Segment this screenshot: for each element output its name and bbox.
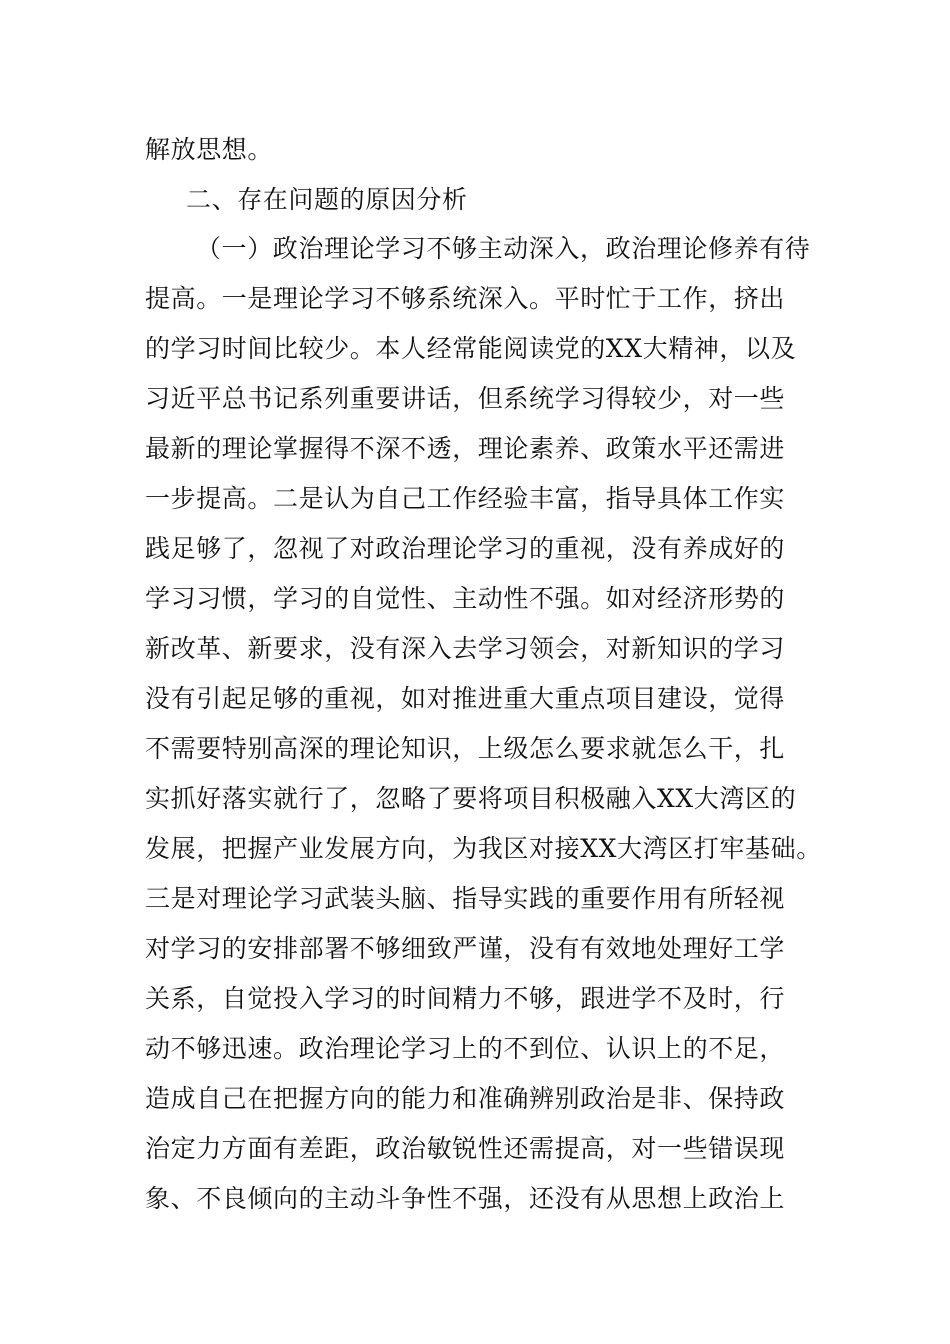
text-line: 学习习惯，学习的自觉性、主动性不强。如对经济形势的: [145, 584, 786, 613]
text-line: 三是对理论学习武装头脑、指导实践的重要作用有所轻视: [145, 884, 786, 913]
text-line: 造成自己在把握方向的能力和准确辨别政治是非、保持政: [145, 1084, 786, 1113]
text-line: 提高。一是理论学习不够系统深入。平时忙于工作，挤出: [145, 284, 786, 313]
text-line: 象、不良倾向的主动斗争性不强，还没有从思想上政治上: [145, 1184, 786, 1213]
text-line: 关系，自觉投入学习的时间精力不够，跟进学不及时，行: [145, 984, 786, 1013]
text-line: 发展，把握产业发展方向，为我区对接XX大湾区打牢基础。: [145, 834, 822, 863]
subsection-heading-line: （一）政治理论学习不够主动深入，政治理论修养有待: [196, 234, 811, 263]
text-line: 治定力方面有差距，政治敏锐性还需提高，对一些错误现: [145, 1134, 786, 1163]
text-line: 没有引起足够的重视，如对推进重大重点项目建设，觉得: [145, 684, 786, 713]
text-line: 最新的理论掌握得不深不透，理论素养、政策水平还需进: [145, 434, 786, 463]
text-line: 践足够了，忽视了对政治理论学习的重视，没有养成好的: [145, 534, 786, 563]
text-line: 不需要特别高深的理论知识，上级怎么要求就怎么干，扎: [145, 734, 786, 763]
section-heading: 二、存在问题的原因分析: [186, 185, 468, 214]
text-line: 一步提高。二是认为自己工作经验丰富，指导具体工作实: [145, 484, 786, 513]
text-line: 动不够迅速。政治理论学习上的不到位、认识上的不足，: [145, 1034, 786, 1063]
text-line: 新改革、新要求，没有深入去学习领会，对新知识的学习: [145, 634, 786, 663]
text-line: 实抓好落实就行了，忽略了要将项目积极融入XX大湾区的: [145, 784, 797, 813]
text-line: 习近平总书记系列重要讲话，但系统学习得较少，对一些: [145, 384, 786, 413]
text-line: 对学习的安排部署不够细致严谨，没有有效地处理好工学: [145, 934, 786, 963]
text-line: 的学习时间比较少。本人经常能阅读党的XX大精神，以及: [145, 334, 797, 363]
text-line: 解放思想。: [145, 135, 274, 164]
